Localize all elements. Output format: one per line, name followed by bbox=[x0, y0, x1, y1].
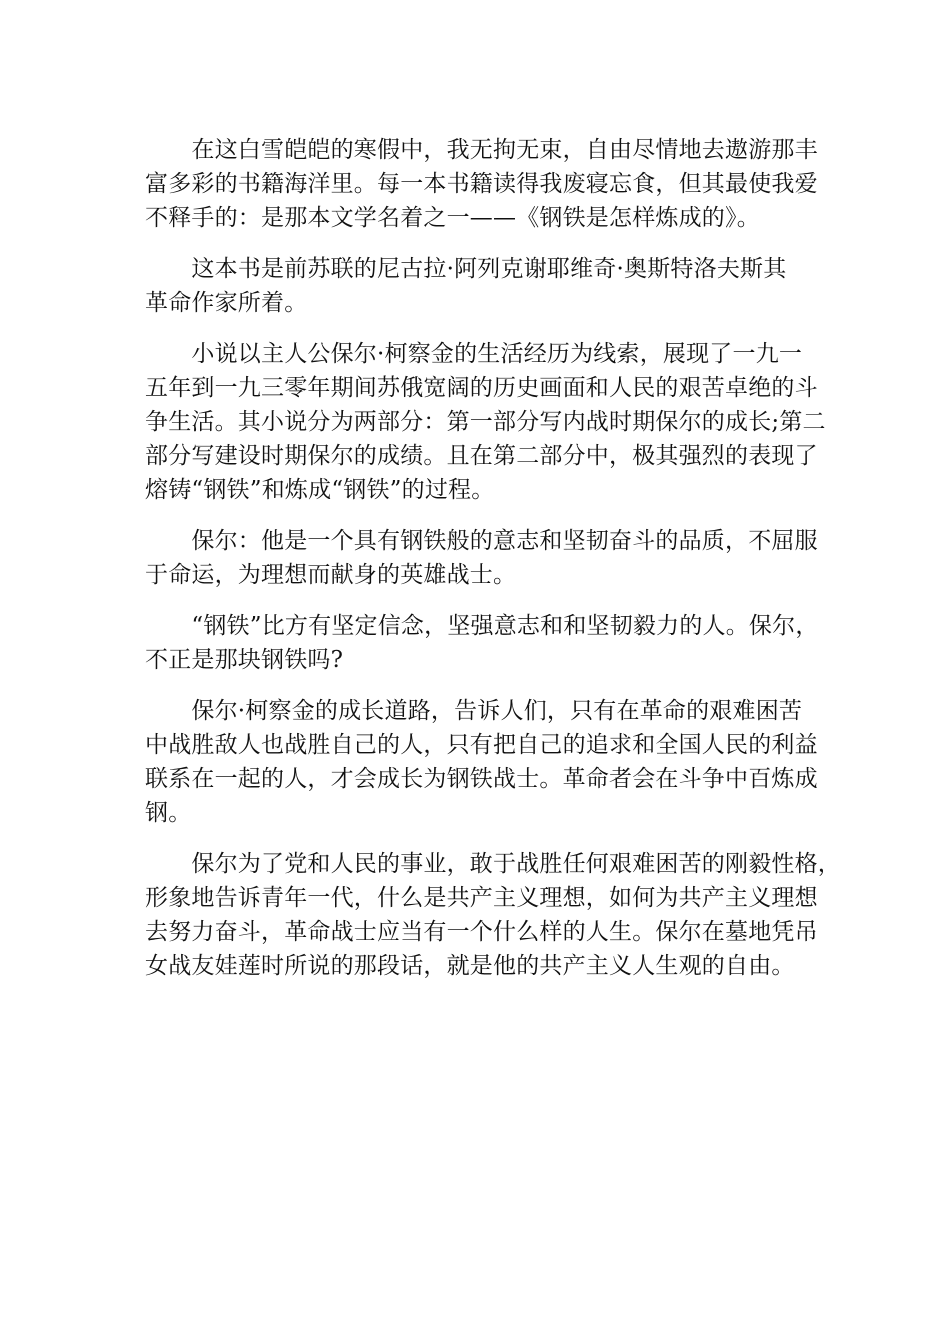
paragraph-line: 这本书是前苏联的尼古拉·阿列克谢耶维奇·奥斯特洛夫斯其 bbox=[145, 256, 787, 282]
paragraph-line: 部分写建设时期保尔的成绩。且在第二部分中，极其强烈的表现了 bbox=[145, 443, 818, 469]
paragraph-growth-path bbox=[145, 694, 818, 830]
paragraph-line: 钢。 bbox=[145, 800, 192, 826]
paragraph-line: 不释手的：是那本文学名着之一——《钢铁是怎样炼成的》。 bbox=[145, 205, 760, 231]
paragraph-line: 富多彩的书籍海洋里。每一本书籍读得我废寝忘食，但其最使我爱 bbox=[145, 171, 818, 197]
paragraph-line: 革命作家所着。 bbox=[145, 290, 308, 316]
paragraph-line: 不正是那块钢铁吗? bbox=[145, 647, 344, 673]
paragraph-line: 保尔为了党和人民的事业，敢于战胜任何艰难困苦的刚毅性格， bbox=[145, 851, 841, 877]
paragraph-line: 保尔·柯察金的成长道路，告诉人们，只有在革命的艰难困苦 bbox=[145, 698, 803, 724]
paragraph-line: “钢铁”比方有坚定信念，坚强意志和和坚韧毅力的人。保尔， bbox=[145, 613, 819, 639]
paragraph-character bbox=[145, 524, 818, 592]
paragraph-line: 保尔：他是一个具有钢铁般的意志和坚韧奋斗的品质，不屈服 bbox=[145, 528, 818, 554]
paragraph-plot bbox=[145, 337, 826, 507]
paragraph-line: 中战胜敌人也战胜自己的人，只有把自己的追求和全国人民的利益 bbox=[145, 732, 818, 758]
document-body bbox=[145, 133, 841, 983]
paragraph-line: 小说以主人公保尔·柯察金的生活经历为线索，展现了一九一 bbox=[145, 341, 803, 367]
paragraph-line: 熔铸“钢铁”和炼成“钢铁”的过程。 bbox=[145, 477, 495, 503]
paragraph-line: 联系在一起的人，才会成长为钢铁战士。革命者会在斗争中百炼成 bbox=[145, 766, 818, 792]
paragraph-line: 争生活。其小说分为两部分：第一部分写内战时期保尔的成长;第二 bbox=[145, 409, 826, 435]
paragraph-steel-metaphor bbox=[145, 609, 819, 677]
paragraph-author bbox=[145, 252, 810, 320]
paragraph-line: 五年到一九三零年期间苏俄宽阔的历史画面和人民的艰苦卓绝的斗 bbox=[145, 375, 818, 401]
paragraph-line: 于命运，为理想而献身的英雄战士。 bbox=[145, 562, 517, 588]
paragraph-conclusion bbox=[145, 847, 841, 983]
paragraph-line: 在这白雪皑皑的寒假中，我无拘无束，自由尽情地去遨游那丰 bbox=[145, 137, 818, 163]
paragraph-intro bbox=[145, 133, 818, 235]
paragraph-line: 去努力奋斗，革命战士应当有一个什么样的人生。保尔在墓地凭吊 bbox=[145, 919, 818, 945]
paragraph-line: 形象地告诉青年一代，什么是共产主义理想，如何为共产主义理想 bbox=[145, 885, 818, 911]
paragraph-line: 女战友娃莲时所说的那段话，就是他的共产主义人生观的自由。 bbox=[145, 953, 795, 979]
